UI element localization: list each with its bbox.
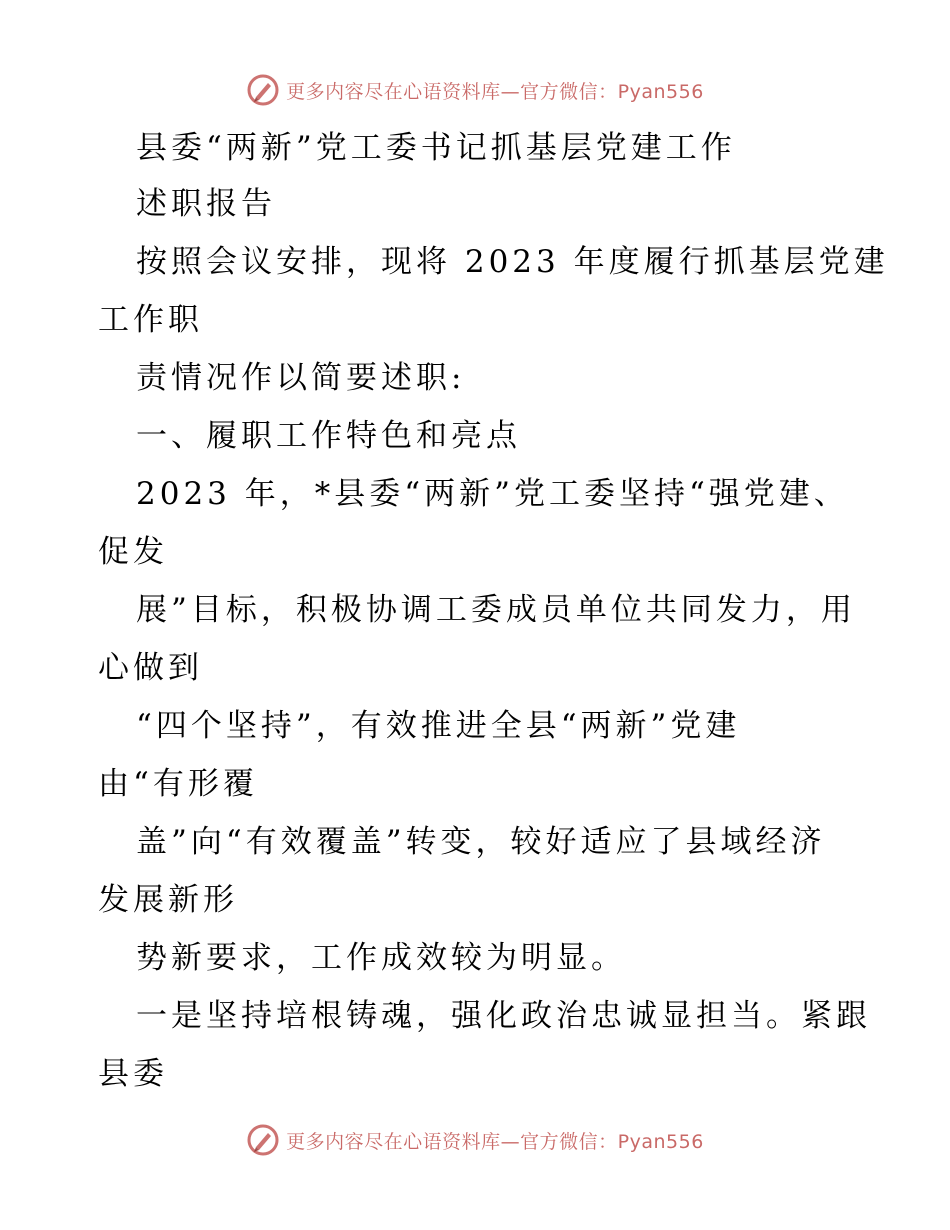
pen-logo-icon (246, 1123, 280, 1157)
paragraph-line: 心做到 (98, 650, 203, 686)
watermark-text: 更多内容尽在心语资料库—官方微信：Pyan556 (286, 1130, 704, 1153)
watermark-top (0, 70, 950, 110)
paragraph-line: 发展新形 (98, 882, 238, 918)
paragraph-line: 工作职 (98, 302, 203, 338)
paragraph-line: 展”目标，积极协调工委成员单位共同发力，用 (136, 592, 856, 628)
paragraph-line: 县委 (98, 1056, 168, 1092)
paragraph-line: 势新要求，工作成效较为明显。 (136, 940, 626, 976)
paragraph-line: “四个坚持”，有效推进全县“两新”党建 (136, 708, 741, 744)
watermark-bottom (0, 1120, 950, 1160)
doc-title-line-1: 县委“两新”党工委书记抓基层党建工作 (136, 130, 736, 166)
paragraph-line: 一是坚持培根铸魂，强化政治忠诚显担当。紧跟 (136, 998, 871, 1034)
paragraph-line: 盖”向“有效覆盖”转变，较好适应了县域经济 (136, 824, 826, 860)
paragraph-line: 责情况作以简要述职: (136, 360, 466, 396)
paragraph-line: 2023 年，*县委“两新”党工委坚持“强党建、 (136, 476, 849, 512)
section-heading: 一、履职工作特色和亮点 (136, 418, 521, 454)
paragraph-line: 按照会议安排，现将 2023 年度履行抓基层党建 (136, 244, 889, 280)
paragraph-line: 由“有形覆 (98, 766, 258, 802)
watermark-text: 更多内容尽在心语资料库—官方微信：Pyan556 (286, 80, 704, 103)
doc-title-line-2: 述职报告 (136, 186, 276, 222)
paragraph-line: 促发 (98, 534, 168, 570)
pen-logo-icon (246, 73, 280, 107)
